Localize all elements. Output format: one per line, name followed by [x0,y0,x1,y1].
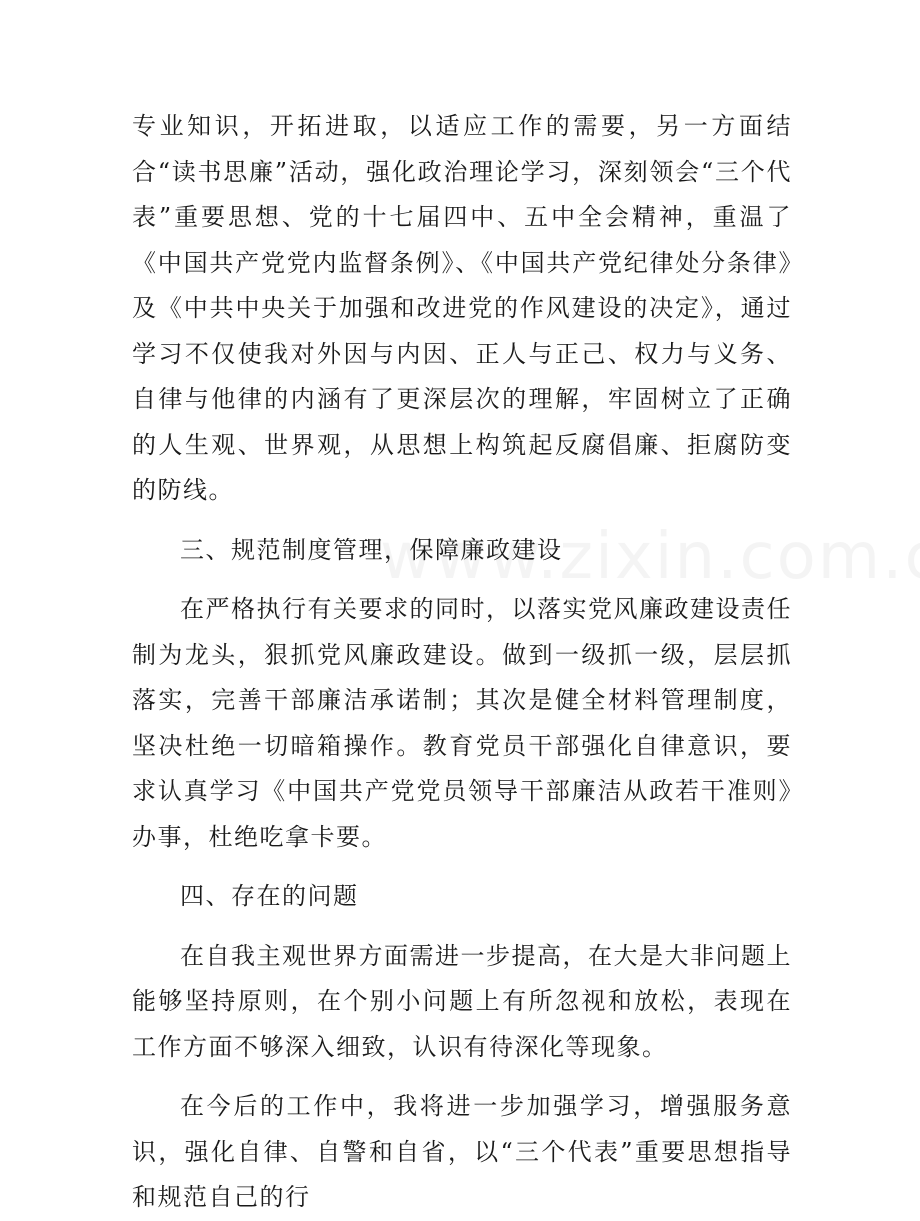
paragraph-future-work: 在今后的工作中，我将进一步加强学习，增强服务意识，强化自律、自警和自省，以“三个代表”重要思想指导和规范自己的行 [132,1092,792,1211]
paragraph-system-management: 在严格执行有关要求的同时，以落实党风廉政建设责任制为龙头，狠抓党风廉政建设。做到一级抓一级，层层抓落实，完善干部廉洁承诺制；其次是健全材料管理制度，坚决杜绝一切暗箱操作。教育党员干部强化自律意识，要求认真学习《中国共产党党员领导干部廉洁从政若干准则》办事，杜绝吃拿卡要。 [132,595,792,851]
paragraph-study: 专业知识，开拓进取，以适应工作的需要，另一方面结合“读书思廉”活动，强化政治理论学习，深刻领会“三个代表”重要思想、党的十七届四中、五中全会精神，重温了《中国共产党党内监督条例》、《中国共产党纪律处分条律》及《中共中央关于加强和改进党的作风建设的决定》，通过学习不仅使我对外因与内因、正人与正己、权力与义务、自律与他律的内涵有了更深层次的理解，牢固树立了正确的人生观、世界观，从思想上构筑起反腐倡廉、拒腐防变的防线。 [132,112,792,504]
paragraph-problems: 在自我主观世界方面需进一步提高，在大是大非问题上能够坚持原则，在个别小问题上有所忽视和放松，表现在工作方面不够深入细致，认识有待深化等现象。 [132,941,792,1061]
section-heading-3: 三、规范制度管理，保障廉政建设 [180,535,563,564]
section-heading-4: 四、存在的问题 [180,882,359,910]
document-body [132,104,792,1221]
